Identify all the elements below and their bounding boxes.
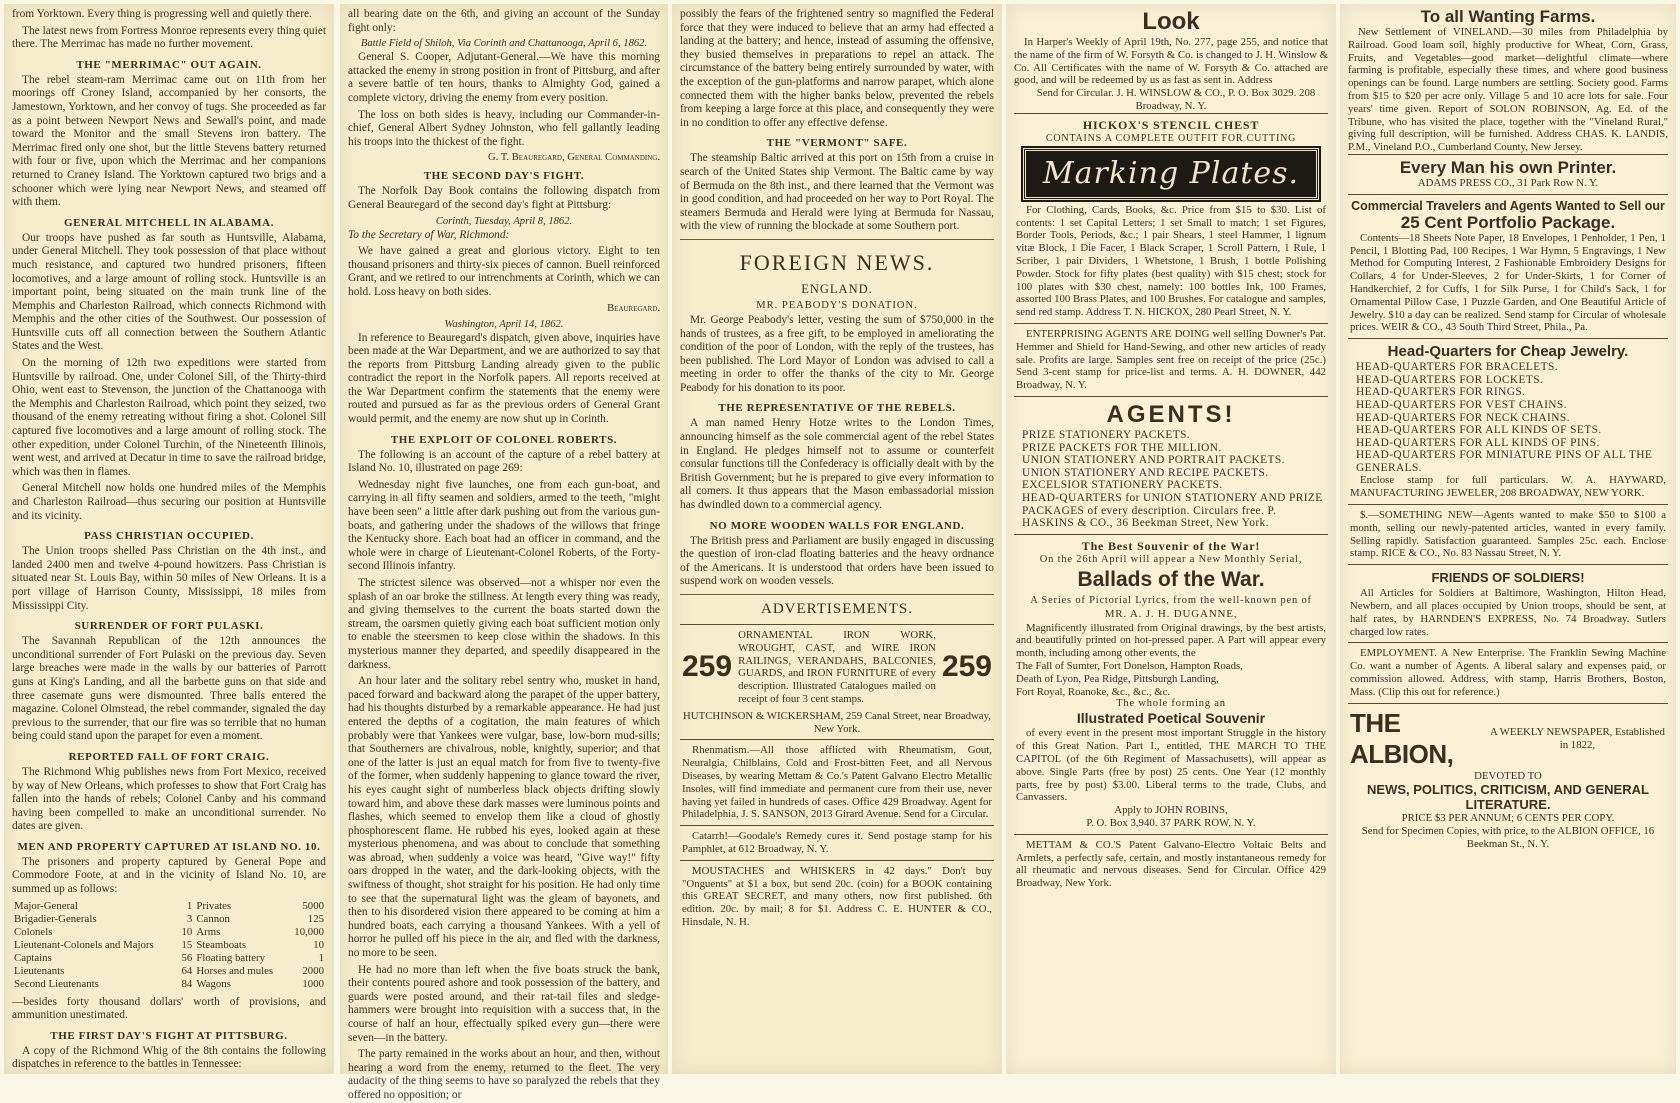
ad-heading: FRIENDS OF SOLDIERS!	[1431, 570, 1585, 586]
list-item: HEAD-QUARTERS FOR NECK CHAINS.	[1356, 411, 1570, 424]
column-5	[1340, 4, 1676, 1074]
ad-agents	[1014, 396, 1328, 534]
paragraph: The Savannah Republican of the 12th announces the unconditional surrender of Fort Pulaski on the previous day. Seven large breaches were made in the walls by our batteries of Parrott guns at King's Landing, and all the barbette guns on that side and three casemate guns were dismounted. Three balls entered the magazine. Colonel Olmstead, the rebel commander, signaled the day previous to the surrender, that our fire was so terrible that no human being could stand upon the parapet for even a moment.	[12, 635, 326, 743]
paragraph: The Richmond Whig publishes news from Fort Mexico, received by way of New Orleans, which professes to show that Fort Craig has fallen into the hands of rebels; Colonel Canby and his command having been compelled to make an unconditional surrender. No dates are given.	[12, 765, 326, 833]
table-cell-count: 84	[181, 977, 193, 990]
section-heading: THE FIRST DAY'S FIGHT AT PITTSBURG.	[50, 1029, 288, 1042]
ad-heading: Head-Quarters for Cheap Jewelry.	[1387, 343, 1629, 361]
paragraph: On the morning of 12th two expeditions were started from Huntsville by railroad. One, under Colonel Sill, of the Thirty-third Ohio, went east to Stevenson, the junction of the Chattanooga with the Memphis and Charleston Railroad, which point they seized, two thousand of the enemy retreating without firing a shot. Colonel Sill captured five locomotives and a large amount of rolling stock. The other expedition, under Colonel Turchin, of the Nineteenth Illinois, went west, and arrived at Decatur in time to save the railroad bridge, which was then in flames.	[12, 357, 326, 478]
table-row	[12, 900, 326, 913]
table-row	[12, 913, 326, 926]
ad-text: ADAMS PRESS CO., 31 Park Row N. Y.	[1417, 176, 1599, 189]
table-row	[12, 926, 326, 939]
list-item: EXCELSIOR STATIONERY PACKETS.	[1022, 479, 1223, 492]
table-cell-count: 10,000	[294, 925, 324, 938]
paragraph: A man named Henry Hotze writes to the London Times, announcing himself as the sole commercial agent of the rebel States in England. He pledges himself not to assume or counterfeit consular functions till the Confederacy is officially dealt with by the British Government; but he is prepared to give every information to all comers. It thus appears that the Mason embassadorial mission has dwindled down to a commercial agency.	[680, 417, 994, 512]
albion-title: THE ALBION,	[1350, 707, 1454, 769]
table-cell-count: 10	[313, 938, 324, 951]
ad-text: of every event in the present most important Struggle in the history of this Great Nation. Part I., entitled, THE MARCH TO THE CAPITOL (of the 6th Regiment of Massachusetts), will appear as above. Single Parts (free by post) 25 cents. One Year (12 monthly parts, free by post) $3.00. Liberal terms to the trade, Clubs, and Canvassers.	[1016, 727, 1326, 804]
ad-text: For Clothing, Cards, Books, &c. Price from $15 to $30. List of contents: 1 set Capital Letters; 1 set Small to match; 1 set Figures, Border Tools, Periods, &c.; 1 pair Shears, 1 steel Hammer, 1 lignum vitæ Block, 1 Die Facer, 1 Black Scraper, 1 Scroll Pattern, 1 Rule, 1 Scriber, 1 pair Dividers, 1 Whetstone, 1 Brush, 1 bottle Polishing Powder. Stock for fifty plates (best quality) with $15 chest; stock for 100 plates with $30 chest, namely: 100 bottles Ink, 100 Frames, assorted 100 Brass Plates, and 100 Brushes. For catalogue and samples, send red stamp. Address T. N. HICKOX, 280 Pearl Street, N. Y.	[1016, 203, 1326, 319]
ad-text: Rhenmatism.—All those afflicted with Rheumatism, Gout, Neuralgia, Chilblains, Cold and Frost-bitten Feet, and all Nervous Diseases, by wearing Mettam & Co.'s Patent Galvano Electro Metallic Insoles, will find immediate and permanent cure from their use, never having yet failed in hundreds of cases. Office 429 Broadway. Agent for Philadelphia, J. S. SANSON, 2013 Girard Avenue. Send for a Circular.	[682, 744, 992, 821]
section-heading: SURRENDER OF FORT PULASKI.	[74, 620, 264, 633]
captured-table	[12, 900, 326, 991]
ad-portfolio	[1348, 194, 1668, 338]
paragraph: Wednesday night five launches, one from each gun-boat, and carrying in all fifty seamen and soldiers, armed to the teeth, "might have been seen" a little after dark pushing out from the various gun-boats, and gathering under the shadows of the willows that fringe the Kentucky shore. Each boat had an officer in command, and the whole were in charge of Lieutenant-Colonel Roberts, of the Forty-second Illinois infantry.	[348, 478, 660, 573]
table-cell-label: Brigadier-Generals	[14, 912, 97, 925]
table-cell-label: Cannon	[196, 912, 230, 925]
ad-heading: HICKOX'S STENCIL CHEST	[1082, 117, 1260, 132]
divider	[680, 594, 994, 595]
table-cell-label: Floating battery	[196, 951, 265, 964]
dateline: Battle Field of Shiloh, Via Corinth and Chattanooga, April 6, 1862.	[360, 38, 648, 50]
table-cell-label: Lieutenants	[14, 964, 65, 977]
paragraph: —besides forty thousand dollars' worth of provisions, and ammunition unestimated.	[12, 995, 326, 1022]
signature: Beauregard.	[607, 302, 660, 314]
section-heading: NO MORE WOODEN WALLS FOR ENGLAND.	[709, 519, 965, 532]
list-item: HEAD-QUARTERS FOR VEST CHAINS.	[1356, 398, 1567, 411]
list-item: UNION STATIONERY AND PORTRAIT PACKETS.	[1022, 454, 1285, 467]
subheading: MR. PEABODY'S DONATION.	[756, 299, 918, 311]
ad-moustaches	[680, 860, 994, 933]
paragraph: The party remained in the works about an hour, and then, without hearing a word from the enemy, returned to the fleet. The very audacity of the thing seems to have so paralyzed the rebels that they offered no opposition; or	[348, 1048, 660, 1101]
ad-heading: Every Man his own Printer.	[1399, 157, 1617, 177]
table-cell-label: Second Lieutenants	[14, 977, 99, 990]
paragraph: The loss on both sides is heavy, including our Commander-in-chief, General Albert Sydney Johnston, who fell gallantly leading his troops into the thickest of the fight.	[348, 108, 660, 148]
ad-heading: Illustrated Poetical Souvenir	[1076, 710, 1266, 727]
ad-text: Send for Specimen Copies, with price, to the ALBION OFFICE, 16 Beekman St., N. Y.	[1361, 825, 1655, 851]
paragraph: The prisoners and property captured by General Pope and Commodore Foote, at and in the vicinity of Island No. 10, are summed up as follows:	[12, 855, 326, 896]
list-item: PRIZE PACKETS FOR THE MILLION.	[1022, 441, 1222, 454]
ad-firm: HUTCHINSON & WICKERSHAM, 259 Canal Street, near Broadway, New York.	[683, 709, 991, 735]
list-item: UNION STATIONERY AND RECIPE PACKETS.	[1022, 466, 1269, 479]
list-item: Death of Lyon, Pea Ridge, Pittsburgh Landing,	[1016, 672, 1219, 685]
paragraph: The steamship Baltic arrived at this port on 15th from a cruise in search of the United States ship Vermont. The Baltic came by way of Bermuda on the 8th inst., and there learned that the Vermont was in good condition, and had proceeded on her way to Port Royal. The steamers Bermuda and Herald were lying at Bermuda for Nassau, with the view of running the blockade at some Southern port.	[680, 152, 994, 233]
divider	[680, 239, 994, 240]
table-cell-count: 125	[307, 912, 324, 925]
paragraph: from Yorktown. Every thing is progressing well and quietly there.	[12, 8, 312, 20]
table-cell-label: Privates	[196, 899, 232, 912]
ad-number: 259	[682, 650, 733, 684]
ad-employment	[1348, 642, 1668, 702]
table-row	[12, 978, 326, 991]
ad-subheading: A Series of Pictorial Lyrics, from the well-known pen of	[1030, 594, 1312, 606]
paragraph: The Union troops shelled Pass Christian on the 4th inst., and landed 2400 men and twelve 4-pound howitzers. Pass Christian is situated near St. Louis Bay, within 50 miles of New Orleans. It is a port village of Harrison County, Mississippi, 18 miles from Mississippi City.	[12, 545, 326, 612]
column-3	[672, 4, 1002, 1074]
list-item: HEAD-QUARTERS FOR RINGS.	[1356, 386, 1526, 399]
ad-text: Magnificently illustrated from Original drawings, by the best artists, and beautifully printed on hot-pressed paper. A Part will appear every month, including among other events, the	[1016, 621, 1326, 660]
table-cell-label: Major-General	[14, 899, 78, 912]
table-cell-count: 15	[181, 938, 193, 951]
agents-list	[1016, 429, 1326, 530]
table-cell-count: 2000	[302, 964, 324, 977]
ad-jewelry	[1348, 338, 1668, 504]
table-cell-label: Wagons	[196, 977, 231, 990]
table-cell-count: 1000	[302, 977, 324, 990]
ballads-title: Ballads of the War.	[1077, 567, 1265, 591]
table-cell-count: 56	[181, 951, 193, 964]
table-cell-label: Colonels	[14, 925, 53, 938]
paragraph: all bearing date on the 6th, and giving an account of the Sunday fight only:	[348, 8, 660, 34]
section-heading: PASS CHRISTIAN OCCUPIED.	[84, 530, 254, 543]
paragraph: The strictest silence was observed—not a whisper nor even the splash of an oar broke the stillness. At length every thing was ready, and giving themselves to the current the boats started down the stream, the oarsmen quietly giving each boat sufficient motion only to enable the steersmen to keep close within the shadows. In this mysterious manner they departed, and speedily disappeared in the darkness.	[348, 577, 660, 671]
column-1	[4, 4, 334, 1074]
paragraph: The Norfolk Day Book contains the following dispatch from General Beauregard of the second day's fight at Pittsburg:	[348, 185, 660, 211]
list-item: HEAD-QUARTERS FOR ALL KINDS OF PINS.	[1356, 436, 1600, 449]
paragraph: We have gained a great and glorious victory. Eight to ten thousand prisoners and thirty-six pieces of cannon. Buell reinforced Grant, and we retired to our intrenchments at Corinth, which we can hold. Loss heavy on both sides.	[348, 245, 660, 298]
list-item: The Fall of Sumter, Fort Donelson, Hampton Roads,	[1016, 660, 1243, 673]
ad-printer	[1348, 154, 1668, 194]
section-heading: THE EXPLOIT OF COLONEL ROBERTS.	[390, 433, 618, 446]
paragraph: General Mitchell now holds one hundred miles of the Memphis and Charleston Railroad—thus securing our position at Huntsville and its vicinity.	[12, 482, 326, 522]
ad-heading: 25 Cent Portfolio Package.	[1400, 212, 1616, 232]
table-cell-label: Steamboats	[196, 938, 247, 951]
ad-text: New Settlement of VINELAND.—30 miles from Philadelphia by Railroad. Good loam soil, highly productive for Wheat, Corn, Grass, Fruits, and Vegetables—good market—delightful climate—where farming is profitable, especially these times, and where good business openings can be found. Large numbers are settling. Society good. Farms from $15 to $20 per acre only. Village 5 and 10 acre lots for sale. Four years' time given. Report of SOLON ROBINSON, Ag. Ed. of the Tribune, who has visited the place, together with the "Vineland Rural," giving full description, will be furnished. Address CHAS. K. LANDIS, P.M., Vineland P.O., Cumberland County, New Jersey.	[1348, 26, 1668, 154]
list-item: Fort Royal, Roanoke, &c., &c., &c.	[1016, 685, 1171, 698]
ad-text: ORNAMENTAL IRON WORK, WROUGHT, CAST, and WIRE IRON RAILINGS, VERANDAHS, BALCONIES, GUARDS, and IRON FURNITURE of every description. Illustrated Catalogues mailed on receipt of four 3 cent stamps.	[738, 629, 936, 705]
paragraph: In reference to Beauregard's dispatch, given above, inquiries have been made at the War Department, and we are authorized to say that the reports from Pittsburg Landing already given to the public contradict the report in the Norfolk papers. All reports received at the War Department confirm the statements that the enemy were routed and pursued as far as the previous orders of General Grant would permit, and the enemy are now shut up in Corinth.	[348, 331, 660, 426]
table-row	[12, 952, 326, 965]
table-cell-label: Captains	[14, 951, 52, 964]
ad-friends	[1348, 564, 1668, 642]
signature: G. T. Beauregard, General Commanding.	[488, 152, 660, 164]
events-list	[1016, 660, 1326, 698]
dateline: Washington, April 14, 1862.	[444, 318, 564, 330]
ad-heading: NEWS, POLITICS, CRITICISM, AND GENERAL LITERATURE.	[1367, 782, 1649, 813]
column-4	[1006, 4, 1336, 1074]
ad-subheading: On the 26th April will appear a New Monthly Serial,	[1039, 553, 1303, 565]
ad-text: DEVOTED TO	[1474, 769, 1542, 782]
ad-text: ENTERPRISING AGENTS ARE DOING well selling Downer's Pat. Hemmer and Shield for Hand-Sewing, and other new articles of ready sale. Profits are large. Samples sent free on receipt of the price (25c.) Send 3-cent stamp for price-list and terms. A. H. DOWNER, 442 Broadway, N. Y.	[1016, 327, 1326, 392]
table-cell-count: 5000	[302, 899, 324, 912]
marking-plates-banner: Marking Plates.	[1023, 148, 1319, 200]
ad-text: Contents—18 Sheets Note Paper, 18 Envelopes, 1 Penholder, 1 Pen, 1 Pencil, 1 Blotting Pad, 100 Recipes, 1 War Hymn, 5 Engravings, 1 New Method for Computing Interest, 2 Fashionable Embroidery Designs for Collars, 4 for Under-Sleeves, 2 for Under-Skirts, 1 for Corner of Handkerchief, 2 for Cuffs, 1 for Silk Purse, 1 for Child's Sack, 1 for Ornamental Pillow Case, 1 Puzzle Garden, and One Beautiful Article of Jewelry. $10 a day can be realized. Send stamp for Circular of wholesale prices. WEIR & CO., 43 South Third Street, Phila., Pa.	[1350, 231, 1666, 334]
table-cell-count: 10	[181, 925, 193, 938]
ad-ornamental-iron	[680, 624, 994, 710]
paragraph: To the Secretary of War, Richmond:	[348, 228, 510, 241]
ad-heading: AGENTS!	[1106, 400, 1236, 428]
table-cell-label: Horses and mules	[196, 964, 274, 977]
subheading: ENGLAND.	[801, 281, 873, 296]
paragraph: An hour later and the solitary rebel sentry who, musket in hand, paced forward and backward along the parapet of the upper battery, had his thoughts disturbed by a remarkable appearance. He had just entered the depths of a cogitation, the main features of which probably were that Yankees were vulgar, base, low-born mud-sills; that Southerners are chivalrous, noble, knightly, superior; and that one of the latter is just an equal match for from five to twenty-five of the former, when suddenly happening to glance toward the river, his eyes caught sight of numberless black objects drifting slowly toward him, and above these dark masses were luminous points and flashes, which seemed to envelop them like a cloud of ghostly phosphorescent flame. He rubbed his eyes, looked again at these mysterious phenomena, and was about to conclude that something was abroad, when suddenly a voice was heard, "Give way!" fifty oars dropped in the water, and the dark-looking objects, with the swiftness of thought, shot straight for his position. He had only time to see that the supernatural light was the gleam of bayonets, and then to his disordered vision there appeared to be coming at him a hundred boats, each carrying a thousand Yankees. With a yell of horror he pulled off his piece in the air, and fled with the darkness, no more to be seen.	[348, 675, 660, 960]
ad-text: MOUSTACHES and WHISKERS in 42 days." Don't buy "Onguents" at $1 a box, but send 20c. (coin) for a BOOK containing this GREAT SECRET, and many others, now first published. 6th edition. 20c. by mail; 8 for $1. Address C. E. HUNTER & CO., Hinsdale, N. H.	[682, 864, 992, 928]
table-cell-count: 3	[186, 912, 193, 925]
ad-hickox	[1014, 113, 1328, 323]
ad-something-new	[1348, 504, 1668, 564]
ad-text: P. O. Box 3,940. 37 PARK ROW, N. Y.	[1086, 817, 1256, 830]
paragraph: Our troops have pushed as far south as Huntsville, Alabama, under General Mitchell. They took possession of that place without much resistance, and captured two hundred prisoners, fifteen locomotives, and a large amount of rolling stock. Huntsville is an important point, being situated on the main trunk line of the Memphis and Charleston Railroad, which connects Richmond with Memphis and the other cities of the Southwest. Our possession of Huntsville cuts off all connection between the Southern Atlantic States and the West.	[12, 231, 326, 353]
author-name: MR. A. J. H. DUGANNE,	[1104, 607, 1238, 620]
paragraph: A copy of the Richmond Whig of the 8th contains the following dispatches in reference to the battles in Tennessee:	[12, 1044, 326, 1071]
list-item: HEAD-QUARTERS for UNION STATIONERY AND PRIZE PACKAGES of every description. Circulars free. P. HASKINS & CO., 36 Beekman Street, New York.	[1022, 491, 1323, 530]
dateline: Corinth, Tuesday, April 8, 1862.	[435, 215, 573, 227]
paragraph: The latest news from Fortress Monroe represents every thing quiet there. The Merrimac has made no further movement.	[12, 24, 326, 51]
table-cell-label: Lieutenant-Colonels and Majors	[14, 938, 154, 951]
paragraph: General S. Cooper, Adjutant-General.—We have this morning attacked the enemy in strong position in front of Pittsburg, and after a severe battle of ten hours, thanks to Almighty God, gained a complete victory, driving the enemy from every position.	[348, 51, 660, 104]
section-heading: THE "VERMONT" SAFE.	[766, 137, 908, 150]
paragraph: Mr. George Peabody's letter, vesting the sum of $750,000 in the hands of trustees, as a free gift, to be employed in ameliorating the condition of the poor of London, with the reply of the trustees, has been published. The Lord Mayor of London was advised to call a meeting in order to offer the thanks of the city to Mr. George Peabody for his donation to its poor.	[680, 313, 994, 394]
paragraph: He had no more than left when the five boats struck the bank, their contents poured ashore and took possession of the battery, and guards were posted around, and their rat-tail files and sledge-hammers were brought into requisition with a success that, in the course of half an hour, effectually spiked every gun—there were seven—in the battery.	[348, 963, 660, 1044]
ad-look-heading: Look	[1142, 8, 1200, 35]
ad-ballads	[1014, 534, 1328, 834]
section-heading: THE "MERRIMAC" OUT AGAIN.	[76, 58, 262, 71]
paragraph: possibly the fears of the frightened sentry so magnified the Federal force that they were induced to believe that an army had effected a landing at the battery; and hence, instead of assuming the offensive, they busied themselves in preparations to repel an attack. The circumstance of the battery being entirely surrounded by water, with the exception of the gun-platforms and narrow parapet, which alone connected them with the higher banks below, prevented the rebels from keeping a large force at this place, and consequently they were in no condition to offer any effective defense.	[680, 8, 994, 129]
list-item: HEAD-QUARTERS FOR MINIATURE PINS OF ALL THE GENERALS.	[1356, 449, 1653, 474]
ad-text: A WEEKLY NEWSPAPER, Established in 1822,	[1489, 725, 1665, 751]
paragraph: The rebel steam-ram Merrimac came out on 11th from her moorings off Croney Island, accompanied by her consorts, the Jamestown, Yorktown, and her convoy of tugs. She proceeded as far as a point between Newport News and Sewall's point, and made toward the Monitor and the small Stevens iron battery. The Merrimac fired only one shot, but the little Stevens battery returned with four or five, upon which the Merrimac and her companions returned to Craney Island. The Yorktown captured two brigs and a schooner which were lying near Newport News, and steamed off with them.	[12, 73, 326, 209]
ad-text: Apply to JOHN ROBINS,	[1114, 804, 1228, 817]
ad-text: All Articles for Soldiers at Baltimore, Washington, Hilton Head, Newbern, and all places occupied by Union troops, should be sent, at half rates, by HARNDEN'S EXPRESS, No. 74 Broadway. Sutlers charged low rates.	[1350, 587, 1666, 638]
section-heading: THE SECOND DAY'S FIGHT.	[423, 170, 585, 183]
list-item: HEAD-QUARTERS FOR BRACELETS.	[1356, 361, 1558, 374]
list-item: PRIZE STATIONERY PACKETS.	[1022, 428, 1191, 441]
ad-text: PRICE $3 PER ANNUM; 6 CENTS PER COPY.	[1401, 812, 1615, 825]
list-item: HEAD-QUARTERS FOR ALL KINDS OF SETS.	[1356, 424, 1602, 437]
headquarters-list	[1350, 361, 1666, 474]
paragraph: The British press and Parliament are busily engaged in discussing the question of iron-clad floating batteries and the heavy ordnance of the Americans. It is understood that orders have been issued to suspend work on wooden vessels.	[680, 534, 994, 588]
list-item: HEAD-QUARTERS FOR LOCKETS.	[1356, 373, 1544, 386]
ad-number: 259	[941, 650, 992, 684]
advertisements-heading: ADVERTISEMENTS.	[760, 601, 913, 617]
ad-enterprising	[1014, 323, 1328, 396]
ad-text: The whole forming an	[1116, 698, 1226, 710]
table-cell-label: Arms	[196, 925, 221, 938]
foreign-news-heading: FOREIGN NEWS.	[739, 249, 935, 275]
ad-text: METTAM & CO.'S Patent Galvano-Electro Voltaic Belts and Armlets, a perfectly safe, certain, and mostly instantaneous remedy for all rheumatic and nervous diseases. Send for Circular. Office 429 Broadway, New York.	[1016, 838, 1326, 890]
ad-text: Send for Circular. J. H. WINSLOW & CO., P. O. Box 3029. 208 Broadway, N. Y.	[1036, 87, 1316, 112]
ad-text: In Harper's Weekly of April 19th, No. 277, page 255, and notice that the name of the firm of W. Forsyth & Co. is changed to J. H. Winslow & Co. All Certificates with the name of W. Forsyth & Co. attached are good, and will be redeemed by us as fast as sent in. Address	[1014, 36, 1328, 87]
ad-text: EMPLOYMENT. A New Enterprise. The Franklin Sewing Machine Co. want a number of Agents. A liberal salary and expenses paid, or commission allowed. Address, with stamp, Harris Brothers, Boston, Mass. (Clip this out for reference.)	[1350, 647, 1666, 698]
table-cell-count: 64	[181, 964, 193, 977]
ad-rheumatism	[680, 739, 994, 825]
table-row	[12, 939, 326, 952]
ad-catarrh	[680, 825, 994, 860]
ad-text: Catarrh!—Goodale's Remedy cures it. Send postage stamp for his Pamphlet, at 612 Broadway, N. Y.	[682, 830, 992, 855]
column-2	[340, 4, 668, 1101]
ad-albion	[1348, 703, 1668, 855]
ad-text: Enclose stamp for full particulars. W. A. HAYWARD, MANUFACTURING JEWELER, 208 BROADWAY, NEW YORK.	[1350, 474, 1666, 500]
ad-subheading: CONTAINS A COMPLETE OUTFIT FOR CUTTING	[1045, 132, 1297, 144]
table-cell-count: 1	[186, 899, 193, 912]
ad-heading: Commercial Travelers and Agents Wanted to Sell our	[1351, 198, 1665, 213]
ad-mettam	[1014, 834, 1328, 894]
ad-text: $.—SOMETHING NEW—Agents wanted to make $50 to $100 a month, selling our newly-patented articles, wanted in every family. Selling rapidly. Satisfaction guaranteed. Samples 25c. each. Enclose stamp. RICE & CO., No. 83 Nassau Street, N. Y.	[1350, 509, 1666, 560]
ad-heading: To all Wanting Farms.	[1420, 7, 1596, 26]
section-heading: REPORTED FALL OF FORT CRAIG.	[68, 750, 270, 763]
paragraph: The following is an account of the capture of a rebel battery at Island No. 10, illustrated on page 269:	[348, 448, 660, 475]
section-heading: GENERAL MITCHELL IN ALABAMA.	[64, 216, 274, 229]
section-heading: THE REPRESENTATIVE OF THE REBELS.	[718, 402, 956, 415]
table-row	[12, 965, 326, 978]
section-heading: MEN AND PROPERTY CAPTURED AT ISLAND NO. 10.	[17, 840, 321, 853]
table-cell-count: 1	[318, 951, 324, 964]
ad-heading: The Best Souvenir of the War!	[1081, 538, 1261, 553]
